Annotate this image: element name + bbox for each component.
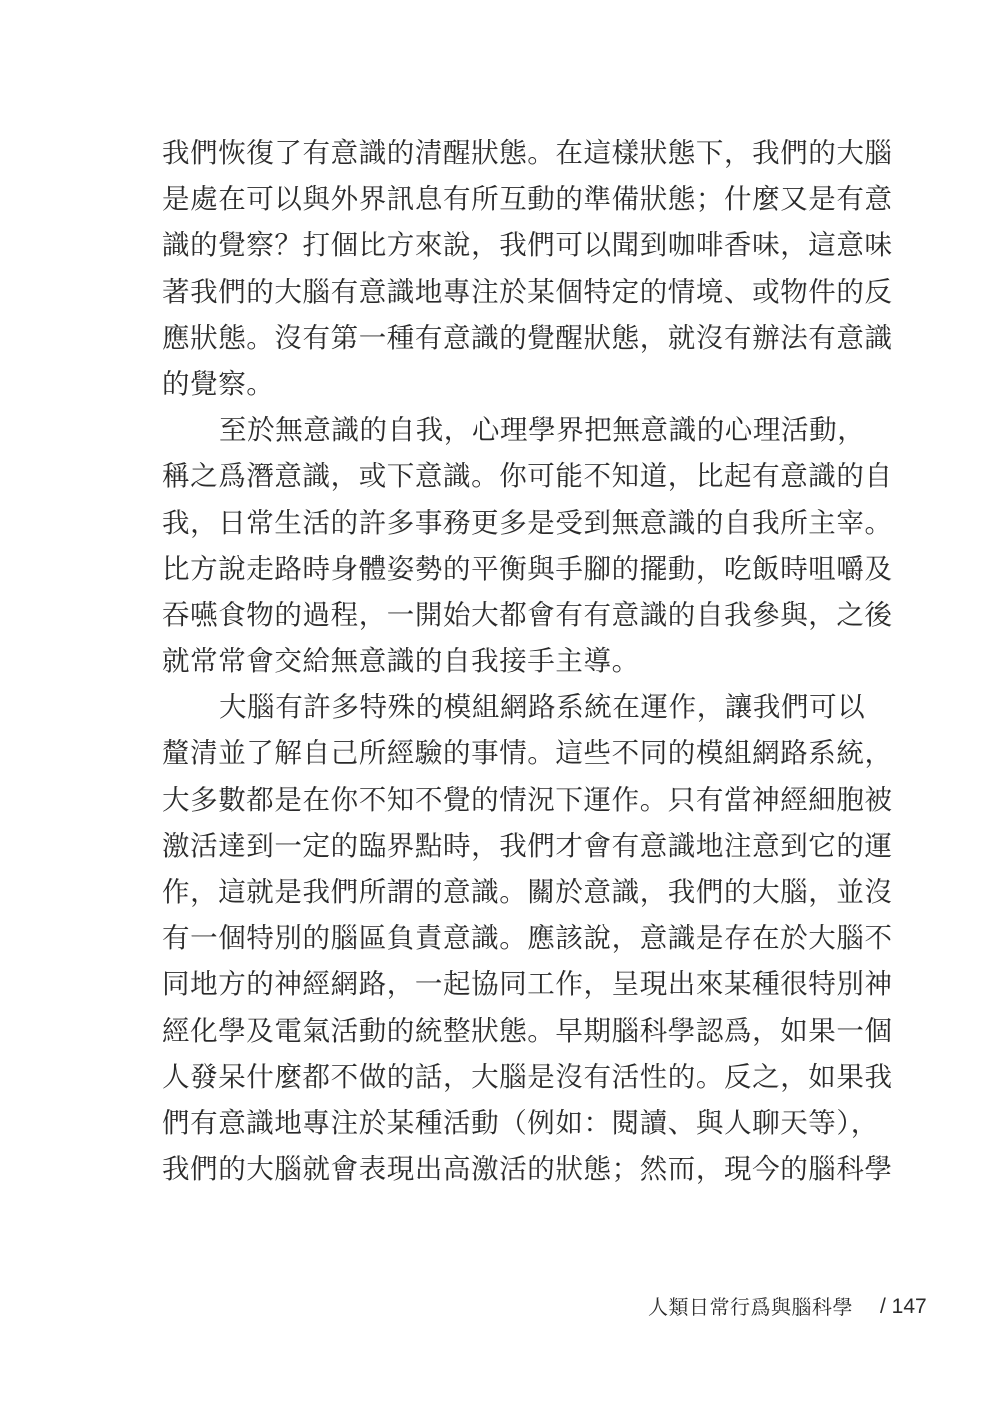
running-title: 人類日常行爲與腦科學 xyxy=(648,1295,853,1319)
text-line: 同地方的神經網路，一起協同工作，呈現出來某種很特別神 xyxy=(162,968,893,1001)
text-line: 釐清並了解自己所經驗的事情。這些不同的模組網路系統， xyxy=(162,737,893,770)
text-line: 稱之爲潛意識，或下意識。你可能不知道，比起有意識的自 xyxy=(162,460,893,493)
text-line: 吞嚥食物的過程，一開始大都會有有意識的自我參與，之後 xyxy=(162,598,893,631)
text-line: 比方說走路時身體姿勢的平衡與手腳的擺動，吃飯時咀嚼及 xyxy=(162,552,893,585)
text-line: 應狀態。沒有第一種有意識的覺醒狀態，就沒有辦法有意識 xyxy=(162,321,893,354)
text-line: 識的覺察？打個比方來說，我們可以聞到咖啡香味，這意味 xyxy=(162,229,893,262)
paragraph-start-line: 至於無意識的自我，心理學界把無意識的心理活動， xyxy=(219,414,866,447)
text-line: 作，這就是我們所謂的意識。關於意識，我們的大腦，並沒 xyxy=(162,876,893,908)
text-line: 人發呆什麼都不做的話，大腦是沒有活性的。反之，如果我 xyxy=(162,1060,893,1093)
text-line: 我，日常生活的許多事務更多是受到無意識的自我所主宰。 xyxy=(162,506,893,539)
text-line: 大多數都是在你不知不覺的情況下運作。只有當神經細胞被 xyxy=(162,783,893,816)
text-line: 們有意識地專注於某種活動（例如：閱讀、與人聊天等）， xyxy=(162,1106,879,1139)
text-line: 的覺察。 xyxy=(162,367,275,400)
text-line: 就常常會交給無意識的自我接手主導。 xyxy=(162,645,640,678)
page-number: / 147 xyxy=(880,1295,927,1318)
text-line: 經化學及電氣活動的統整狀態。早期腦科學認爲，如果一個 xyxy=(162,1014,893,1047)
paragraph-start-line: 大腦有許多特殊的模組網路系統在運作，讓我們可以 xyxy=(219,691,866,724)
text-line: 著我們的大腦有意識地專注於某個特定的情境、或物件的反 xyxy=(162,275,893,308)
text-line: 我們的大腦就會表現出高激活的狀態；然而，現今的腦科學 xyxy=(162,1153,893,1186)
text-line: 我們恢復了有意識的清醒狀態。在這樣狀態下，我們的大腦 xyxy=(162,137,893,169)
text-line: 是處在可以與外界訊息有所互動的準備狀態；什麼又是有意 xyxy=(162,183,893,216)
body-text xyxy=(162,130,893,1192)
page-footer xyxy=(0,1292,1000,1322)
text-line: 激活達到一定的臨界點時，我們才會有意識地注意到它的運 xyxy=(162,829,893,862)
text-line: 有一個特別的腦區負責意識。應該說，意識是存在於大腦不 xyxy=(162,922,893,955)
